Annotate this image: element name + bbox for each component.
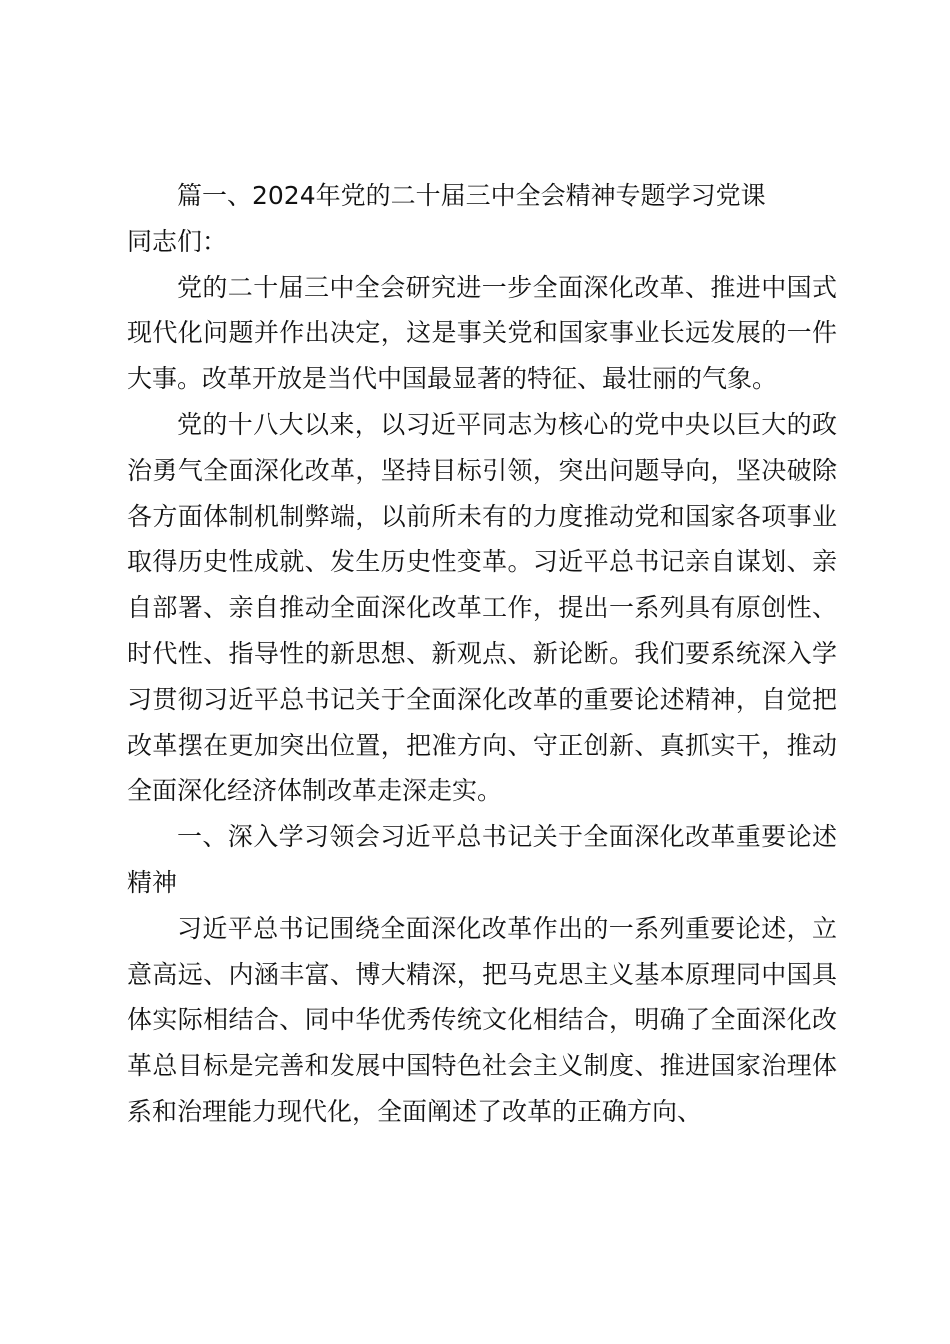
document-body — [127, 173, 837, 1135]
salutation: 同志们： — [127, 226, 228, 256]
section-heading: 一、深入学习领会习近平总书记关于全面深化改革重要论述精神 — [127, 822, 837, 897]
document-title: 篇一、2024年党的二十届三中全会精神专题学习党课 — [177, 181, 766, 210]
section-paragraph: 习近平总书记围绕全面深化改革作出的一系列重要论述，立意高远、内涵丰富、博大精深，把马克思主义基本原理同中国具体实际相结合、同中华优秀传统文化相结合，明确了全面深化改革总目标是完善和发展中国特色社会主义制度、推进国家治理体系和治理能力现代化，全面阐述了改革的正确方向、 — [127, 913, 837, 1126]
paragraph-1: 党的二十届三中全会研究进一步全面深化改革、推进中国式现代化问题并作出决定，这是事关党和国家事业长远发展的一件大事。改革开放是当代中国最显著的特征、最壮丽的气象。 — [127, 272, 837, 394]
paragraph-2: 党的十八大以来，以习近平同志为核心的党中央以巨大的政治勇气全面深化改革，坚持目标引领，突出问题导向，坚决破除各方面体制机制弊端，以前所未有的力度推动党和国家各项事业取得历史性成就、发生历史性变革。习近平总书记亲自谋划、亲自部署、亲自推动全面深化改革工作，提出一系列具有原创性、时代性、指导性的新思想、新观点、新论断。我们要系统深入学习贯彻习近平总书记关于全面深化改革的重要论述精神，自觉把改革摆在更加突出位置，把准方向、守正创新、真抓实干，推动全面深化经济体制改革走深走实。 — [127, 409, 837, 806]
